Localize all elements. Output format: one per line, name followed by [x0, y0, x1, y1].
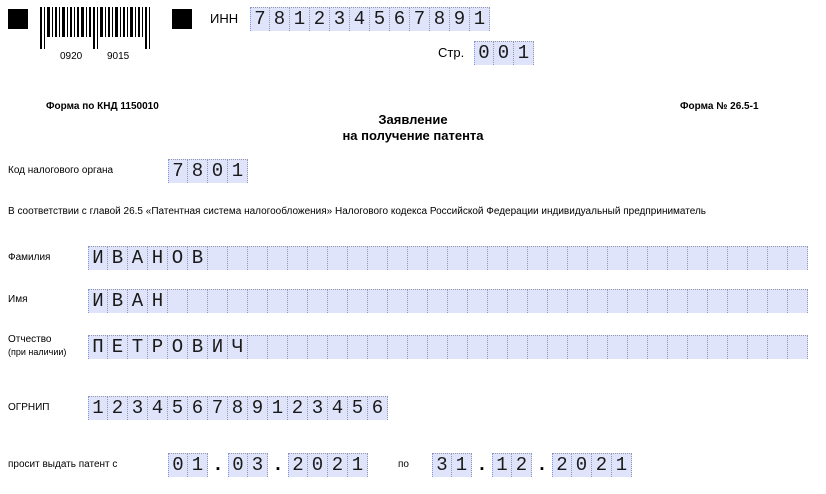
surname-cell: В: [188, 246, 208, 270]
surname-cell: [608, 246, 628, 270]
start-date-field[interactable]: [168, 453, 368, 477]
date-separator-dot: .: [212, 454, 224, 476]
end-date-cell: 2: [552, 453, 572, 477]
name-cell: И: [88, 289, 108, 313]
ogrnip-cell: 6: [188, 396, 208, 420]
ogrnip-cell: 6: [368, 396, 388, 420]
patronymic-cell: П: [88, 335, 108, 359]
patronymic-field[interactable]: [88, 335, 808, 359]
name-cell: [648, 289, 668, 313]
name-cell: [528, 289, 548, 313]
tax-authority-code-cell: 1: [228, 159, 248, 183]
patronymic-cell: [788, 335, 808, 359]
page-number-cell: 1: [514, 41, 534, 65]
ogrnip-cell: 4: [328, 396, 348, 420]
surname-cell: [488, 246, 508, 270]
date-separator-dot: .: [536, 454, 548, 476]
intro-text: В соответствии с главой 26.5 «Патентная система налогообложения» Налогового кодекса Российской Федерации индивидуальный предприниматель: [8, 206, 707, 217]
surname-cell: [428, 246, 448, 270]
patronymic-cell: [668, 335, 688, 359]
surname-cell: [588, 246, 608, 270]
surname-cell: [308, 246, 328, 270]
patronymic-cell: [508, 335, 528, 359]
name-cell: [348, 289, 368, 313]
patronymic-cell: [288, 335, 308, 359]
patronymic-cell: [608, 335, 628, 359]
patronymic-cell: Е: [108, 335, 128, 359]
surname-cell: [268, 246, 288, 270]
ogrnip-cell: 1: [88, 396, 108, 420]
name-cell: [768, 289, 788, 313]
start-date-cell: 1: [188, 453, 208, 477]
name-cell: А: [128, 289, 148, 313]
name-label: Имя: [8, 294, 28, 305]
inn-cell: 2: [310, 7, 330, 31]
patronymic-cell: Т: [128, 335, 148, 359]
ogrnip-cell: 2: [108, 396, 128, 420]
surname-cell: [508, 246, 528, 270]
name-cell: [668, 289, 688, 313]
form-knd: Форма по КНД 1150010: [46, 101, 159, 112]
surname-cell: [288, 246, 308, 270]
name-cell: Н: [148, 289, 168, 313]
patronymic-cell: [588, 335, 608, 359]
name-cell: [468, 289, 488, 313]
name-cell: [388, 289, 408, 313]
surname-cell: [408, 246, 428, 270]
patronymic-cell: [388, 335, 408, 359]
name-cell: [428, 289, 448, 313]
surname-cell: [448, 246, 468, 270]
inn-cell: 6: [390, 7, 410, 31]
start-date-cell: 0: [228, 453, 248, 477]
ogrnip-label: ОГРНИП: [8, 402, 50, 413]
name-cell: В: [108, 289, 128, 313]
patronymic-cell: [428, 335, 448, 359]
name-cell: [608, 289, 628, 313]
surname-cell: А: [128, 246, 148, 270]
page-number-field[interactable]: [474, 41, 534, 65]
name-cell: [408, 289, 428, 313]
surname-cell: [528, 246, 548, 270]
surname-cell: [388, 246, 408, 270]
patronymic-cell: [768, 335, 788, 359]
name-cell: [548, 289, 568, 313]
patronymic-cell: [268, 335, 288, 359]
patronymic-cell: И: [208, 335, 228, 359]
tax-authority-code-cell: 7: [168, 159, 188, 183]
surname-cell: Н: [148, 246, 168, 270]
name-cell: [788, 289, 808, 313]
tax-authority-code-field[interactable]: [168, 159, 248, 183]
inn-cell: 1: [470, 7, 490, 31]
surname-cell: [568, 246, 588, 270]
inn-cell: 5: [370, 7, 390, 31]
name-cell: [448, 289, 468, 313]
surname-cell: [648, 246, 668, 270]
surname-cell: [228, 246, 248, 270]
surname-cell: [628, 246, 648, 270]
patronymic-cell: Р: [148, 335, 168, 359]
ogrnip-cell: 9: [248, 396, 268, 420]
name-cell: [168, 289, 188, 313]
surname-cell: И: [88, 246, 108, 270]
name-cell: [488, 289, 508, 313]
patronymic-cell: [568, 335, 588, 359]
tax-authority-code-cell: 0: [208, 159, 228, 183]
start-date-cell: 2: [288, 453, 308, 477]
patronymic-cell: [488, 335, 508, 359]
end-date-cell: 2: [512, 453, 532, 477]
page-number-cell: 0: [494, 41, 514, 65]
start-date-cell: 3: [248, 453, 268, 477]
name-cell: [328, 289, 348, 313]
inn-label: ИНН: [210, 11, 239, 26]
end-date-month: [492, 453, 532, 477]
surname-cell: [728, 246, 748, 270]
surname-cell: [468, 246, 488, 270]
inn-field[interactable]: [250, 7, 490, 31]
period-label: просит выдать патент с: [8, 459, 118, 470]
patronymic-cell: [348, 335, 368, 359]
inn-cell: 9: [450, 7, 470, 31]
patronymic-cell: О: [168, 335, 188, 359]
end-date-cell: 3: [432, 453, 452, 477]
inn-cell: 8: [270, 7, 290, 31]
patronymic-cell: [528, 335, 548, 359]
name-cell: [248, 289, 268, 313]
start-date-cell: 0: [168, 453, 188, 477]
patronymic-cell: [408, 335, 428, 359]
corner-marker-right: [172, 9, 192, 29]
start-date-day: [168, 453, 208, 477]
surname-cell: [788, 246, 808, 270]
ogrnip-cell: 3: [308, 396, 328, 420]
ogrnip-cell: 7: [208, 396, 228, 420]
inn-cell: 7: [250, 7, 270, 31]
form-number: Форма № 26.5-1: [680, 101, 759, 112]
surname-cell: В: [108, 246, 128, 270]
start-date-year: [288, 453, 368, 477]
patronymic-cell: [468, 335, 488, 359]
name-cell: [748, 289, 768, 313]
patronymic-cell: [708, 335, 728, 359]
end-date-cell: 1: [492, 453, 512, 477]
name-cell: [688, 289, 708, 313]
ogrnip-cell: 8: [228, 396, 248, 420]
surname-cell: [248, 246, 268, 270]
start-date-cell: 0: [308, 453, 328, 477]
surname-cell: [348, 246, 368, 270]
end-date-cell: 0: [572, 453, 592, 477]
name-cell: [188, 289, 208, 313]
patronymic-cell: [648, 335, 668, 359]
ogrnip-cell: 2: [288, 396, 308, 420]
end-date-cell: 1: [612, 453, 632, 477]
barcode-number-left: 0920: [60, 51, 83, 62]
patronymic-cell: [728, 335, 748, 359]
patronymic-cell: [248, 335, 268, 359]
corner-marker-left: [8, 9, 28, 29]
end-date-field[interactable]: [432, 453, 632, 477]
surname-cell: О: [168, 246, 188, 270]
name-cell: [268, 289, 288, 313]
patronymic-label: Отчество: [8, 334, 52, 345]
name-cell: [208, 289, 228, 313]
page-number-cell: 0: [474, 41, 494, 65]
surname-cell: [328, 246, 348, 270]
ogrnip-cell: 3: [128, 396, 148, 420]
surname-cell: [548, 246, 568, 270]
surname-cell: [368, 246, 388, 270]
patronymic-cell: [548, 335, 568, 359]
patronymic-cell: [328, 335, 348, 359]
form-title-line1: Заявление: [378, 112, 448, 127]
ogrnip-cell: 5: [168, 396, 188, 420]
patronymic-cell: [748, 335, 768, 359]
inn-cell: 4: [350, 7, 370, 31]
name-cell: [728, 289, 748, 313]
ogrnip-field[interactable]: [88, 396, 388, 420]
inn-cell: 7: [410, 7, 430, 31]
patronymic-cell: В: [188, 335, 208, 359]
inn-cell: 8: [430, 7, 450, 31]
name-cell: [628, 289, 648, 313]
patronymic-cell: [688, 335, 708, 359]
date-separator-dot: .: [476, 454, 488, 476]
end-date-day: [432, 453, 472, 477]
name-cell: [308, 289, 328, 313]
surname-cell: [748, 246, 768, 270]
patronymic-cell: [368, 335, 388, 359]
surname-field[interactable]: [88, 246, 808, 270]
start-date-month: [228, 453, 268, 477]
name-cell: [708, 289, 728, 313]
end-date-cell: 1: [452, 453, 472, 477]
patronymic-cell: Ч: [228, 335, 248, 359]
name-cell: [228, 289, 248, 313]
tax-authority-code-cell: 8: [188, 159, 208, 183]
surname-label: Фамилия: [8, 252, 51, 263]
surname-cell: [688, 246, 708, 270]
patronymic-cell: [308, 335, 328, 359]
surname-cell: [708, 246, 728, 270]
name-field[interactable]: [88, 289, 808, 313]
name-cell: [288, 289, 308, 313]
barcode-number-right: 9015: [107, 51, 130, 62]
form-title-line2: на получение патента: [342, 128, 484, 143]
inn-cell: 3: [330, 7, 350, 31]
surname-cell: [668, 246, 688, 270]
patronymic-label-note: (при наличии): [8, 347, 67, 357]
name-cell: [508, 289, 528, 313]
ogrnip-cell: 5: [348, 396, 368, 420]
name-cell: [568, 289, 588, 313]
date-separator-dot: .: [272, 454, 284, 476]
end-date-year: [552, 453, 632, 477]
surname-cell: [208, 246, 228, 270]
end-date-cell: 2: [592, 453, 612, 477]
inn-cell: 1: [290, 7, 310, 31]
ogrnip-cell: 4: [148, 396, 168, 420]
barcode: [38, 7, 160, 51]
period-to-label: по: [398, 459, 409, 470]
patronymic-cell: [628, 335, 648, 359]
page-label: Стр.: [438, 45, 465, 60]
tax-authority-label: Код налогового органа: [8, 165, 114, 176]
patronymic-cell: [448, 335, 468, 359]
ogrnip-cell: 1: [268, 396, 288, 420]
start-date-cell: 1: [348, 453, 368, 477]
name-cell: [368, 289, 388, 313]
surname-cell: [768, 246, 788, 270]
start-date-cell: 2: [328, 453, 348, 477]
name-cell: [588, 289, 608, 313]
